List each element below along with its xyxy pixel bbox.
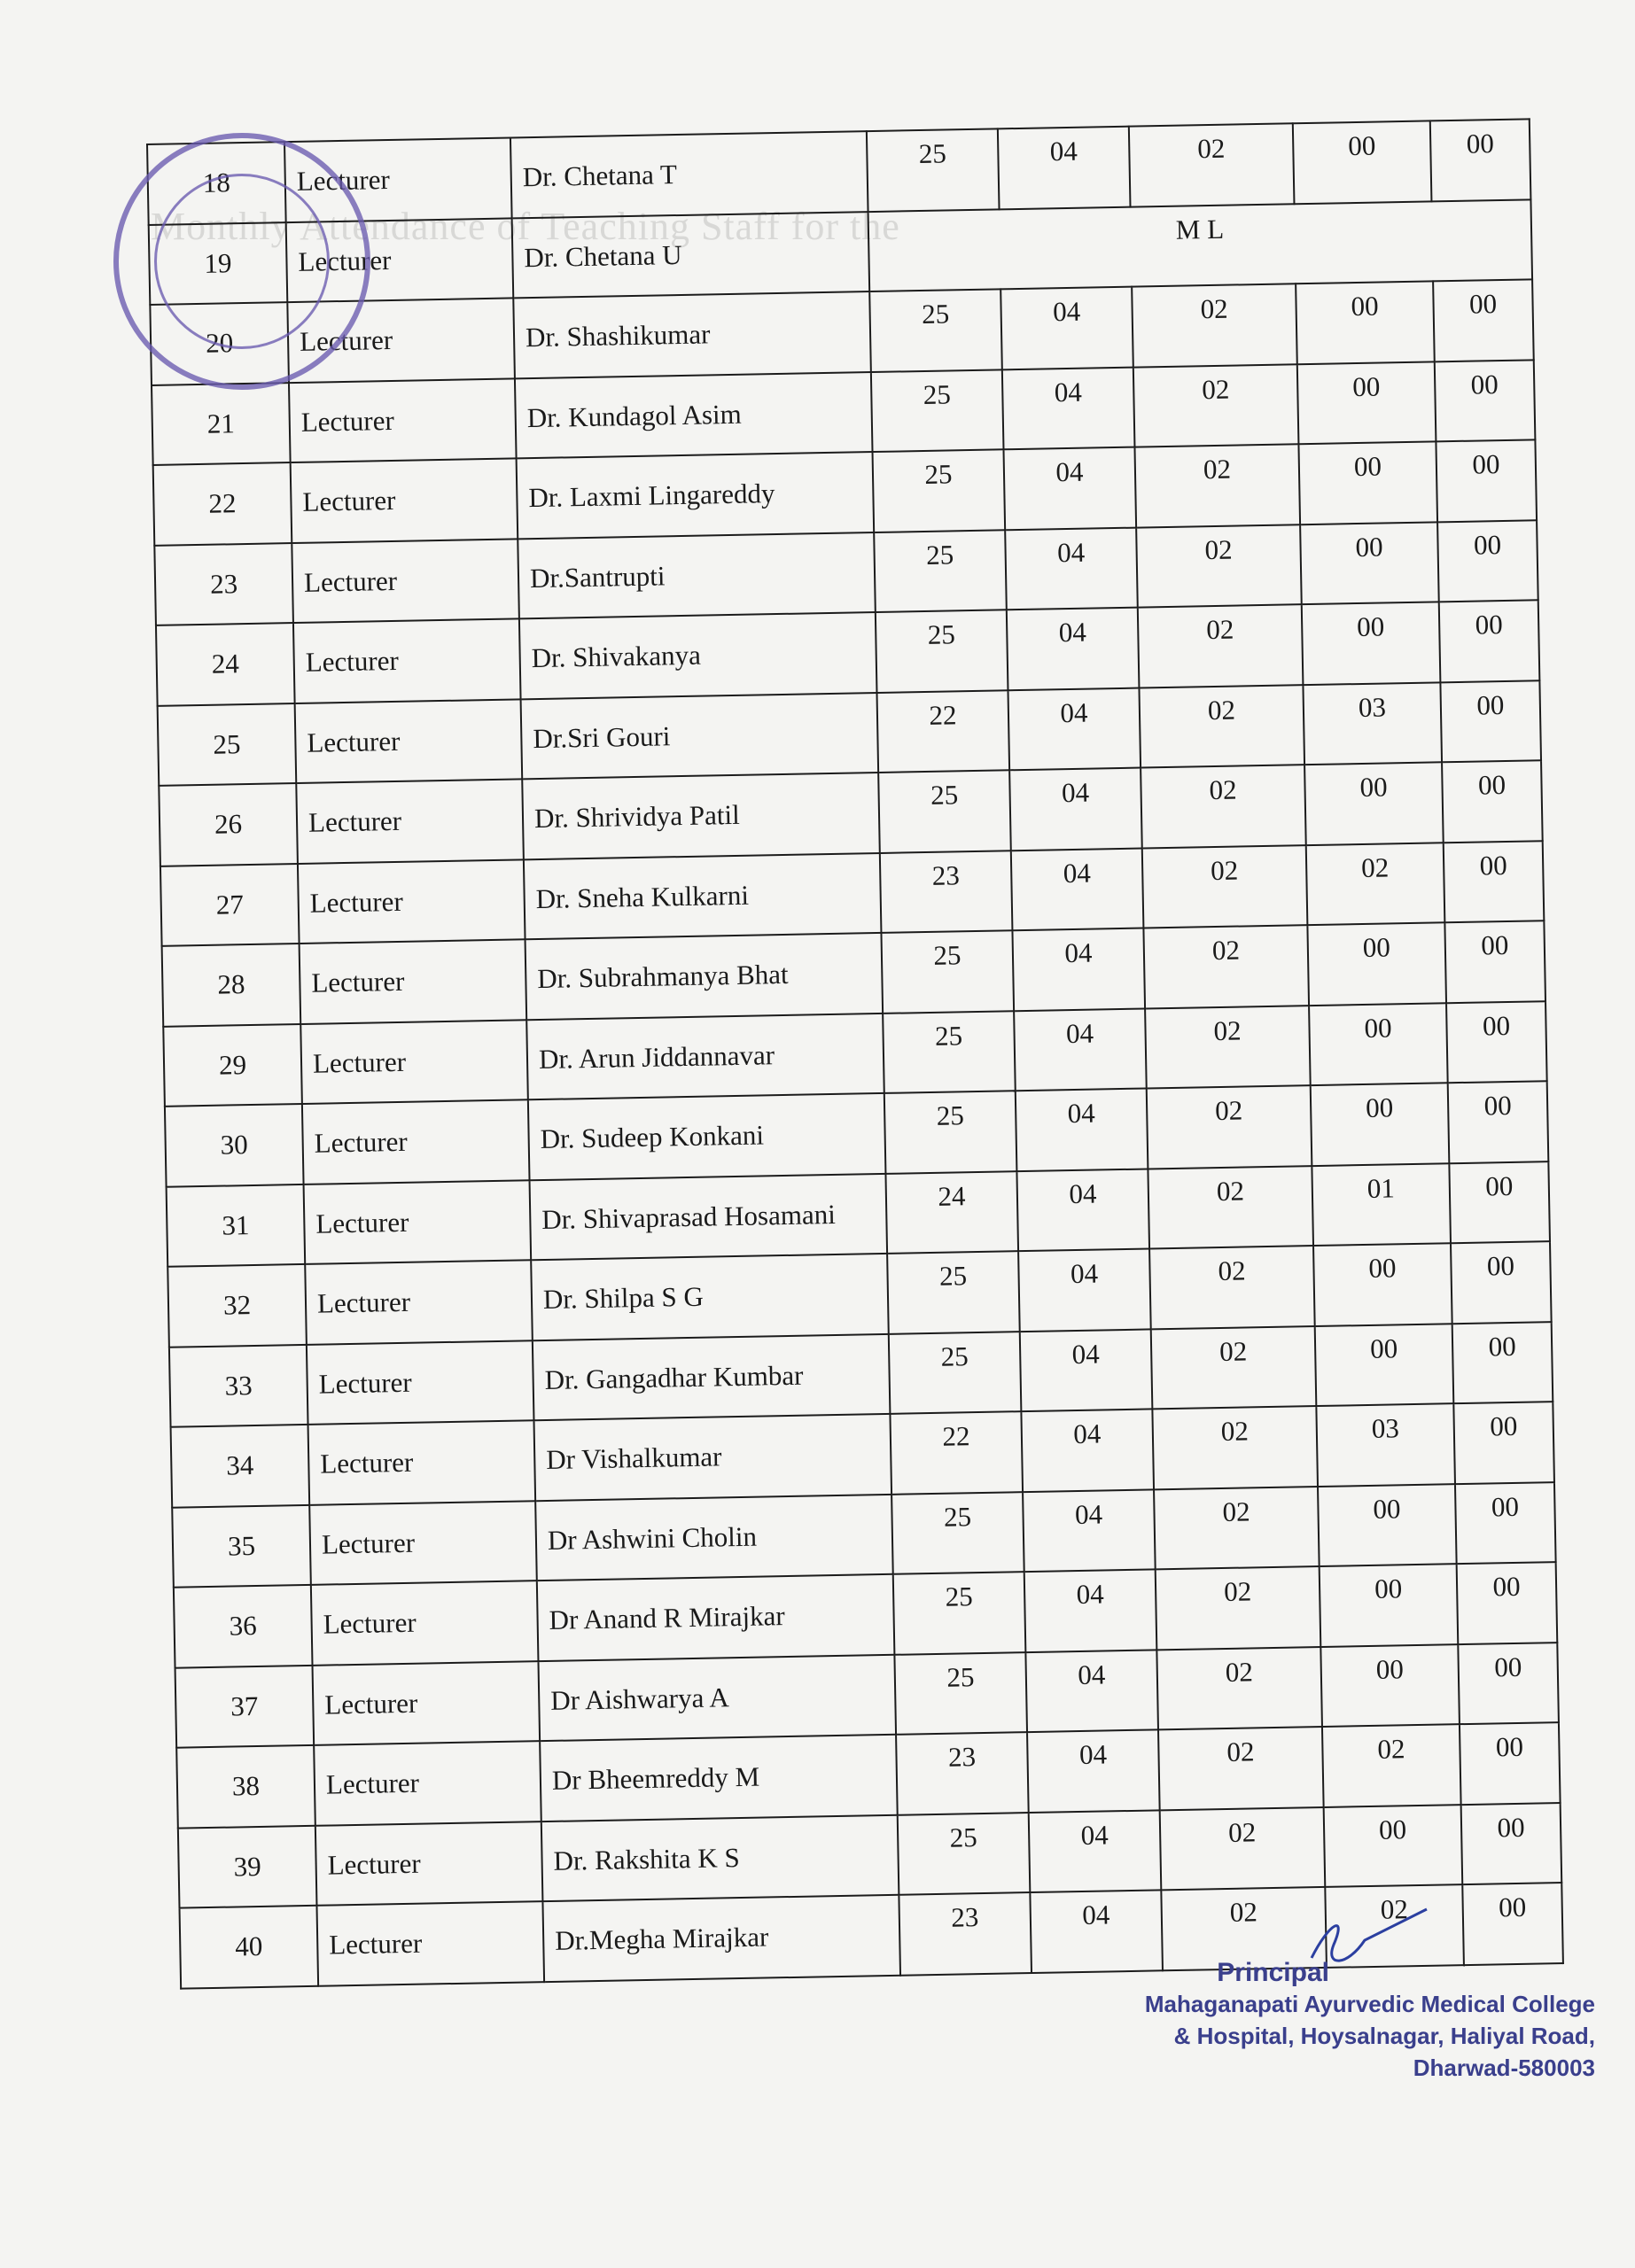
attendance-value-cell: 02 bbox=[1138, 604, 1304, 687]
attendance-value-cell: 02 bbox=[1148, 1166, 1313, 1249]
attendance-value-cell: 02 bbox=[1306, 843, 1445, 925]
staff-name-cell: Dr Vishalkumar bbox=[533, 1414, 891, 1501]
attendance-value-cell: 04 bbox=[1011, 848, 1144, 930]
attendance-value-cell: 00 bbox=[1442, 760, 1543, 843]
attendance-value-cell: 02 bbox=[1136, 524, 1302, 608]
designation-cell: Lecturer bbox=[293, 618, 521, 703]
serial-number-cell: 33 bbox=[169, 1344, 308, 1426]
attendance-value-cell: 25 bbox=[878, 770, 1011, 852]
attendance-value-cell: 02 bbox=[1156, 1566, 1321, 1650]
serial-number-cell: 18 bbox=[147, 142, 286, 224]
staff-name-cell: Dr. Shrividya Patil bbox=[522, 773, 880, 859]
attendance-value-cell: 02 bbox=[1147, 1085, 1312, 1169]
serial-number-cell: 29 bbox=[163, 1023, 302, 1106]
attendance-value-cell: 01 bbox=[1312, 1163, 1451, 1246]
attendance-value-cell: 02 bbox=[1133, 364, 1299, 447]
attendance-value-cell: 02 bbox=[1129, 123, 1295, 206]
attendance-value-cell: 23 bbox=[899, 1892, 1032, 1975]
attendance-value-cell: 00 bbox=[1444, 920, 1545, 1003]
serial-number-cell: 31 bbox=[167, 1184, 306, 1266]
attendance-value-cell: 00 bbox=[1449, 1161, 1550, 1244]
attendance-value-cell: 25 bbox=[887, 1251, 1020, 1333]
serial-number-cell: 36 bbox=[174, 1585, 313, 1667]
serial-number-cell: 25 bbox=[158, 703, 297, 786]
attendance-value-cell: 03 bbox=[1303, 682, 1442, 765]
attendance-value-cell: 25 bbox=[889, 1332, 1022, 1414]
staff-name-cell: Dr.Sri Gouri bbox=[521, 692, 879, 779]
staff-name-cell: Dr. Sneha Kulkarni bbox=[524, 852, 882, 939]
staff-name-cell: Dr Bheemreddy M bbox=[540, 1735, 898, 1821]
show-through-text: Monthly Attendance of Teaching Staff for the bbox=[151, 205, 900, 248]
designation-cell: Lecturer bbox=[311, 1581, 539, 1665]
serial-number-cell: 34 bbox=[171, 1425, 310, 1507]
attendance-value-cell: 02 bbox=[1149, 1246, 1315, 1329]
attendance-value-cell: 00 bbox=[1324, 1805, 1463, 1887]
leave-status-cell: M L bbox=[868, 199, 1533, 291]
attendance-value-cell: 23 bbox=[896, 1732, 1029, 1814]
attendance-value-cell: 25 bbox=[894, 1652, 1027, 1735]
attendance-value-cell: 00 bbox=[1446, 1001, 1547, 1084]
serial-number-cell: 39 bbox=[178, 1825, 317, 1907]
attendance-value-cell: 25 bbox=[884, 1091, 1017, 1173]
attendance-value-cell: 25 bbox=[869, 289, 1002, 371]
attendance-value-cell: 25 bbox=[891, 1492, 1024, 1574]
designation-cell: Lecturer bbox=[309, 1501, 537, 1585]
staff-name-cell: Dr.Santrupti bbox=[518, 532, 876, 619]
attendance-value-cell: 02 bbox=[1156, 1646, 1322, 1729]
attendance-table-wrapper bbox=[146, 118, 1562, 1989]
attendance-value-cell: 00 bbox=[1430, 119, 1531, 201]
attendance-value-cell: 04 bbox=[1024, 1569, 1157, 1651]
attendance-value-cell: 04 bbox=[1009, 768, 1142, 850]
designation-cell: Lecturer bbox=[305, 1260, 533, 1344]
attendance-value-cell: 04 bbox=[1003, 447, 1136, 530]
attendance-value-cell: 04 bbox=[1014, 1008, 1147, 1091]
attendance-value-cell: 00 bbox=[1444, 841, 1545, 923]
staff-name-cell: Dr. Arun Jiddannavar bbox=[526, 1013, 884, 1099]
attendance-value-cell: 00 bbox=[1451, 1241, 1552, 1324]
attendance-value-cell: 00 bbox=[1453, 1402, 1554, 1484]
attendance-value-cell: 00 bbox=[1309, 1003, 1448, 1085]
staff-name-cell: Dr. Sudeep Konkani bbox=[528, 1093, 886, 1180]
attendance-value-cell: 00 bbox=[1437, 520, 1538, 602]
attendance-value-cell: 00 bbox=[1320, 1564, 1459, 1646]
designation-cell: Lecturer bbox=[300, 939, 527, 1023]
designation-cell: Lecturer bbox=[307, 1340, 534, 1425]
attendance-value-cell: 25 bbox=[898, 1813, 1031, 1895]
serial-number-cell: 23 bbox=[154, 543, 293, 625]
staff-name-cell: Dr.Megha Mirajkar bbox=[542, 1895, 900, 1982]
attendance-value-cell: 03 bbox=[1316, 1403, 1455, 1486]
attendance-value-cell: 04 bbox=[1029, 1810, 1162, 1892]
serial-number-cell: 21 bbox=[152, 383, 291, 465]
attendance-value-cell: 04 bbox=[1018, 1248, 1151, 1331]
serial-number-cell: 20 bbox=[150, 302, 289, 384]
attendance-value-cell: 00 bbox=[1436, 439, 1537, 522]
staff-name-cell: Dr Aishwarya A bbox=[538, 1654, 896, 1741]
attendance-value-cell: 23 bbox=[880, 850, 1013, 933]
attendance-value-cell: 25 bbox=[893, 1572, 1026, 1654]
attendance-value-cell: 04 bbox=[1027, 1729, 1160, 1812]
attendance-table-body bbox=[147, 119, 1563, 1988]
staff-name-cell: Dr. Shivakanya bbox=[519, 612, 877, 699]
attendance-value-cell: 04 bbox=[1002, 367, 1135, 449]
attendance-value-cell: 02 bbox=[1154, 1487, 1320, 1570]
attendance-value-cell: 00 bbox=[1293, 120, 1432, 203]
designation-cell: Lecturer bbox=[291, 458, 518, 542]
attendance-value-cell: 02 bbox=[1158, 1727, 1324, 1810]
attendance-value-cell: 25 bbox=[867, 128, 1000, 211]
attendance-value-cell: 25 bbox=[874, 530, 1007, 612]
attendance-value-cell: 25 bbox=[883, 1011, 1016, 1093]
attendance-value-cell: 00 bbox=[1460, 1722, 1561, 1805]
attendance-value-cell: 00 bbox=[1315, 1324, 1454, 1406]
serial-number-cell: 22 bbox=[153, 462, 292, 545]
attendance-value-cell: 02 bbox=[1134, 444, 1300, 527]
designation-cell: Lecturer bbox=[296, 779, 524, 863]
staff-name-cell: Dr. Kundagol Asim bbox=[515, 372, 873, 459]
attendance-value-cell: 04 bbox=[1030, 1890, 1163, 1972]
attendance-value-cell: 00 bbox=[1440, 680, 1541, 763]
serial-number-cell: 32 bbox=[167, 1264, 307, 1347]
serial-number-cell: 24 bbox=[156, 623, 295, 705]
attendance-value-cell: 04 bbox=[1021, 1409, 1154, 1491]
designation-cell: Lecturer bbox=[308, 1420, 536, 1504]
attendance-value-cell: 02 bbox=[1143, 925, 1309, 1008]
attendance-value-cell: 04 bbox=[998, 127, 1131, 209]
seal-inner-ring bbox=[154, 174, 330, 349]
staff-name-cell: Dr. Laxmi Lingareddy bbox=[517, 452, 875, 539]
designation-cell: Lecturer bbox=[315, 1821, 543, 1906]
attendance-value-cell: 00 bbox=[1457, 1562, 1558, 1644]
attendance-value-cell: 00 bbox=[1297, 361, 1436, 444]
attendance-value-cell: 00 bbox=[1439, 600, 1540, 682]
attendance-value-cell: 04 bbox=[1000, 287, 1133, 369]
attendance-value-cell: 04 bbox=[1008, 687, 1141, 770]
college-address-line: & Hospital, Hoysalnagar, Haliyal Road, bbox=[1173, 2023, 1595, 2049]
staff-name-cell: Dr. Subrahmanya Bhat bbox=[526, 933, 884, 1020]
attendance-value-cell: 00 bbox=[1300, 522, 1439, 604]
attendance-value-cell: 00 bbox=[1311, 1083, 1450, 1165]
attendance-value-cell: 04 bbox=[1007, 608, 1140, 690]
attendance-value-cell: 25 bbox=[881, 930, 1014, 1013]
principal-title: Principal bbox=[1217, 1958, 1329, 1987]
staff-name-cell: Dr. Gangadhar Kumbar bbox=[533, 1333, 891, 1420]
attendance-value-cell: 00 bbox=[1435, 360, 1536, 442]
attendance-value-cell: 02 bbox=[1161, 1887, 1327, 1970]
serial-number-cell: 37 bbox=[175, 1665, 315, 1747]
designation-cell: Lecturer bbox=[284, 137, 512, 221]
staff-name-cell: Dr. Shivaprasad Hosamani bbox=[530, 1173, 888, 1260]
designation-cell: Lecturer bbox=[289, 378, 517, 462]
designation-cell: Lecturer bbox=[304, 1180, 532, 1264]
attendance-value-cell: 00 bbox=[1320, 1644, 1460, 1727]
attendance-value-cell: 00 bbox=[1448, 1081, 1549, 1163]
attendance-value-cell: 00 bbox=[1313, 1243, 1452, 1325]
attendance-value-cell: 02 bbox=[1142, 845, 1308, 928]
staff-name-cell: Dr. Shashikumar bbox=[513, 291, 871, 378]
designation-cell: Lecturer bbox=[314, 1741, 541, 1825]
designation-cell: Lecturer bbox=[295, 699, 523, 783]
attendance-value-cell: 04 bbox=[1016, 1169, 1149, 1251]
serial-number-cell: 30 bbox=[165, 1104, 304, 1186]
designation-cell: Lecturer bbox=[316, 1901, 544, 1985]
attendance-value-cell: 02 bbox=[1145, 1006, 1311, 1089]
attendance-value-cell: 04 bbox=[1020, 1329, 1153, 1411]
attendance-value-cell: 22 bbox=[890, 1411, 1023, 1494]
attendance-value-cell: 04 bbox=[1005, 527, 1138, 610]
serial-number-cell: 26 bbox=[159, 783, 298, 866]
attendance-value-cell: 02 bbox=[1151, 1326, 1317, 1410]
college-seal-stamp bbox=[113, 133, 370, 390]
attendance-value-cell: 02 bbox=[1152, 1406, 1318, 1489]
principal-signature-block bbox=[1145, 1958, 1595, 2084]
attendance-value-cell: 00 bbox=[1302, 602, 1441, 684]
serial-number-cell: 35 bbox=[172, 1504, 311, 1587]
attendance-value-cell: 00 bbox=[1433, 279, 1534, 361]
designation-cell: Lecturer bbox=[298, 859, 526, 944]
attendance-value-cell: 02 bbox=[1132, 284, 1297, 367]
staff-name-cell: Dr. Rakshita K S bbox=[541, 1814, 899, 1901]
attendance-value-cell: 00 bbox=[1458, 1643, 1559, 1725]
attendance-value-cell: 04 bbox=[1016, 1088, 1148, 1170]
attendance-value-cell: 02 bbox=[1322, 1724, 1461, 1806]
designation-cell: Lecturer bbox=[302, 1099, 530, 1184]
serial-number-cell: 38 bbox=[176, 1745, 315, 1828]
attendance-value-cell: 00 bbox=[1298, 441, 1437, 524]
staff-name-cell: Dr Anand R Mirajkar bbox=[537, 1574, 895, 1661]
attendance-value-cell: 25 bbox=[876, 610, 1008, 692]
attendance-value-cell: 00 bbox=[1318, 1484, 1457, 1566]
college-city-line: Dharwad-580003 bbox=[1413, 2054, 1595, 2081]
staff-name-cell: Dr Ashwini Cholin bbox=[535, 1494, 893, 1581]
attendance-value-cell: 00 bbox=[1307, 922, 1446, 1005]
attendance-value-cell: 22 bbox=[876, 690, 1009, 773]
staff-name-cell: Dr. Shilpa S G bbox=[531, 1254, 889, 1340]
attendance-value-cell: 00 bbox=[1462, 1883, 1563, 1965]
attendance-value-cell: 00 bbox=[1304, 762, 1444, 844]
serial-number-cell: 40 bbox=[180, 1906, 319, 1988]
attendance-value-cell: 04 bbox=[1023, 1489, 1156, 1572]
staff-name-cell: Dr. Chetana T bbox=[510, 131, 868, 218]
staff-name-cell: Dr. Chetana U bbox=[512, 212, 870, 299]
attendance-value-cell: 02 bbox=[1160, 1806, 1326, 1890]
designation-cell: Lecturer bbox=[313, 1661, 541, 1745]
attendance-value-cell: 00 bbox=[1455, 1482, 1556, 1565]
attendance-value-cell: 25 bbox=[873, 449, 1006, 532]
serial-number-cell: 27 bbox=[160, 864, 300, 946]
designation-cell: Lecturer bbox=[286, 218, 514, 302]
college-name-line: Mahaganapati Ayurvedic Medical College bbox=[1144, 1991, 1595, 2017]
attendance-value-cell: 02 bbox=[1141, 765, 1306, 848]
attendance-value-cell: 00 bbox=[1296, 281, 1435, 363]
attendance-value-cell: 00 bbox=[1452, 1322, 1553, 1404]
attendance-table bbox=[146, 118, 1564, 1989]
attendance-value-cell: 02 bbox=[1325, 1884, 1464, 1967]
attendance-value-cell: 24 bbox=[885, 1171, 1018, 1254]
designation-cell: Lecturer bbox=[300, 1020, 528, 1104]
attendance-value-cell: 04 bbox=[1025, 1650, 1158, 1732]
serial-number-cell: 28 bbox=[162, 944, 301, 1026]
attendance-value-cell: 00 bbox=[1461, 1803, 1562, 1885]
designation-cell: Lecturer bbox=[287, 298, 515, 382]
attendance-value-cell: 02 bbox=[1139, 685, 1304, 768]
designation-cell: Lecturer bbox=[292, 539, 519, 623]
serial-number-cell: 19 bbox=[149, 222, 288, 305]
attendance-value-cell: 25 bbox=[871, 369, 1004, 452]
attendance-value-cell: 04 bbox=[1012, 928, 1145, 1011]
